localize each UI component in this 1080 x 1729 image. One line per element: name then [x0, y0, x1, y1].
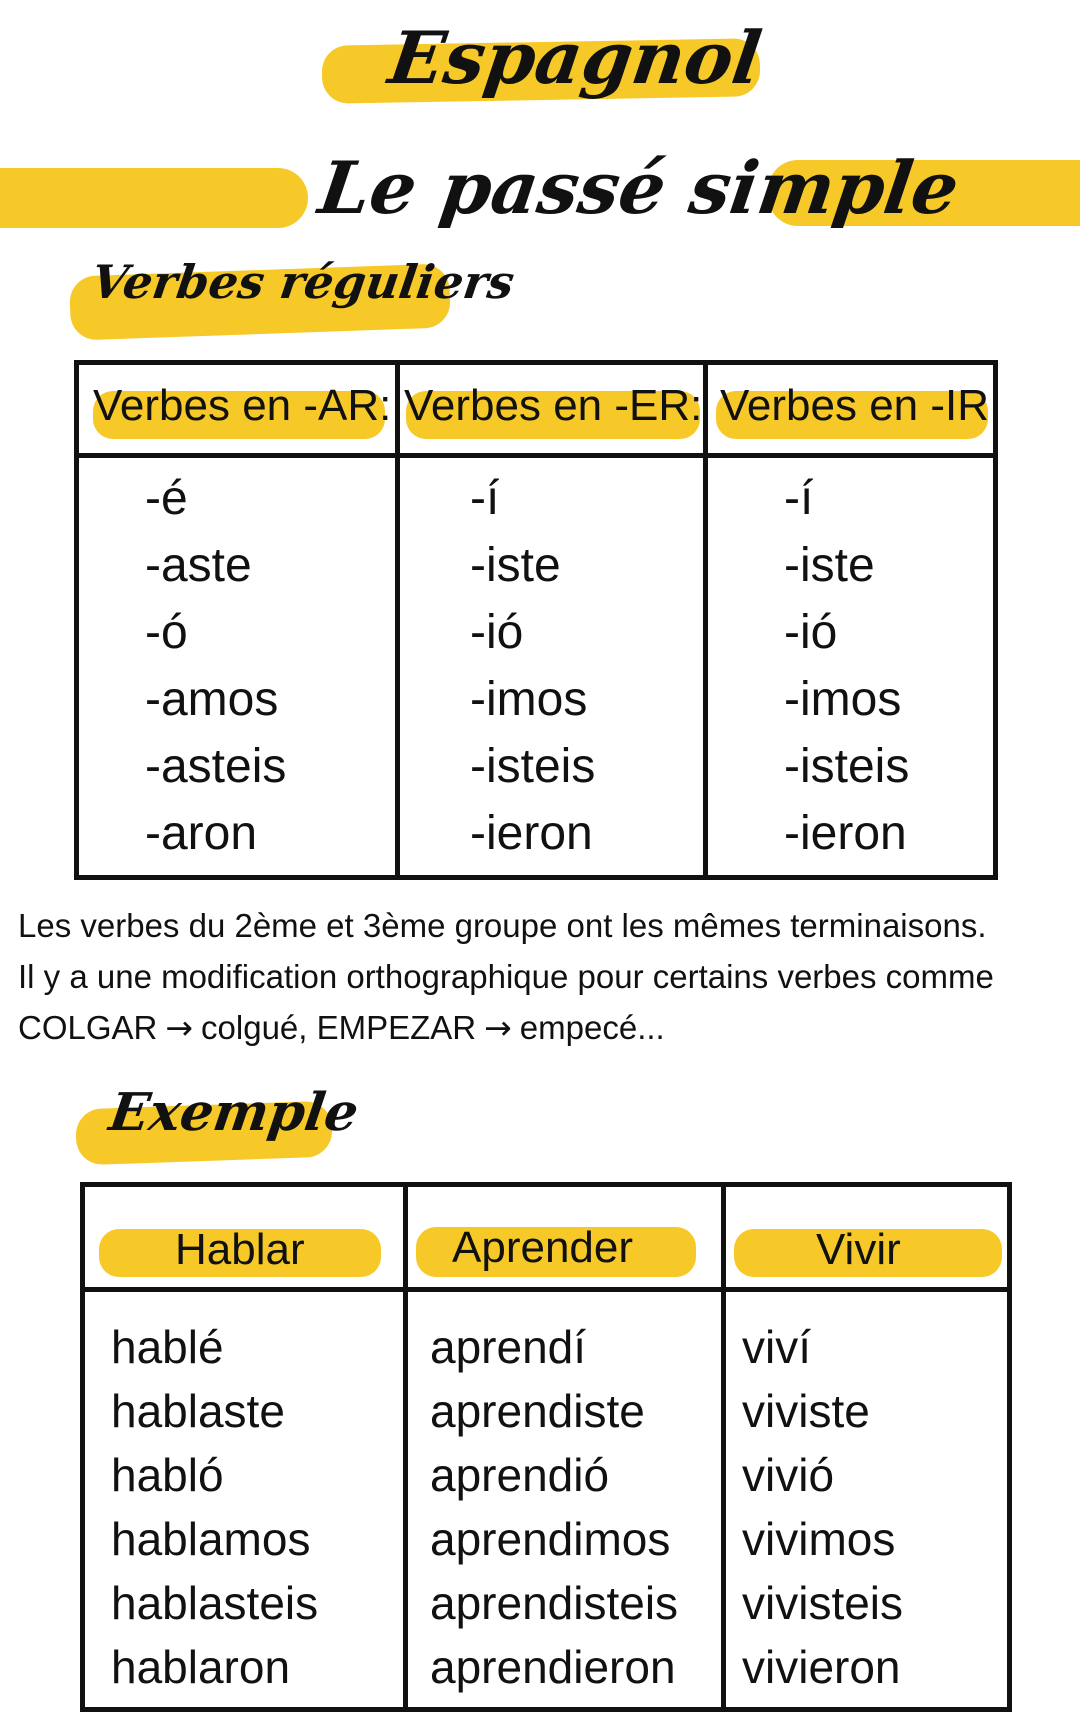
- ending-ar-6: -aron: [145, 807, 258, 860]
- form-vivir-3: vivió: [742, 1449, 835, 1501]
- page-subtitle: Le passé simple: [314, 145, 964, 230]
- ending-ar-4: -amos: [145, 673, 279, 726]
- form-vivir-5: vivisteis: [742, 1577, 904, 1629]
- ending-er-2: -iste: [470, 539, 561, 592]
- form-vivir-4: vivimos: [742, 1513, 896, 1565]
- form-aprender-3: aprendió: [430, 1449, 610, 1501]
- form-aprender-6: aprendieron: [430, 1641, 676, 1693]
- example-table: [80, 1182, 1012, 1712]
- section-heading-regular: Verbes réguliers: [88, 255, 518, 309]
- ending-er-1: -í: [470, 472, 500, 525]
- form-vivir-2: viviste: [742, 1385, 870, 1437]
- ending-ir-1: -í: [784, 472, 814, 525]
- form-hablar-4: hablamos: [111, 1513, 311, 1565]
- note-example-1: colgué, EMPEZAR: [201, 1009, 477, 1046]
- ending-er-6: -ieron: [470, 807, 593, 860]
- endings-column-ar: [79, 365, 395, 875]
- section-heading-example: Exemple: [105, 1082, 363, 1143]
- note-line-3: [18, 1002, 1058, 1053]
- example-column-vivir: [721, 1187, 1007, 1707]
- ending-ar-1: -é: [145, 472, 188, 525]
- right-arrow-icon: →: [165, 1008, 194, 1047]
- note-verb-colgar: COLGAR: [18, 1009, 158, 1046]
- example-list-aprender: [430, 1315, 678, 1699]
- example-header-vivir: Vivir: [816, 1225, 901, 1274]
- subtitle-highlight-left: [0, 168, 308, 228]
- example-list-hablar: [111, 1315, 318, 1699]
- form-hablar-6: hablaron: [111, 1641, 291, 1693]
- example-list-vivir: [742, 1315, 903, 1699]
- endings-column-ir: [703, 365, 1002, 875]
- example-header-aprender: Aprender: [452, 1223, 634, 1272]
- note-paragraph: [18, 900, 1058, 1053]
- example-column-hablar: [85, 1187, 403, 1707]
- ending-er-4: -imos: [470, 673, 588, 726]
- ending-ir-5: -isteis: [784, 740, 910, 793]
- form-aprender-4: aprendimos: [430, 1513, 671, 1565]
- example-column-aprender: [403, 1187, 721, 1707]
- note-line-2: Il y a une modification orthographique pour certains verbes comme: [18, 958, 994, 995]
- form-hablar-1: hablé: [111, 1321, 224, 1373]
- right-arrow-icon: →: [484, 1008, 512, 1047]
- note-example-2: empecé...: [519, 1009, 665, 1046]
- endings-list-ar: [145, 465, 286, 867]
- ending-ir-4: -imos: [784, 673, 902, 726]
- note-line-1: Les verbes du 2ème et 3ème groupe ont les mêmes terminaisons.: [18, 907, 987, 944]
- endings-header-ir: Verbes en -IR:: [720, 381, 1002, 430]
- ending-er-5: -isteis: [470, 740, 596, 793]
- ending-ir-2: -iste: [784, 539, 875, 592]
- endings-header-er: Verbes en -ER:: [404, 381, 703, 430]
- form-aprender-1: aprendí: [430, 1321, 587, 1373]
- ending-ar-5: -asteis: [145, 740, 287, 793]
- ending-ir-3: -ió: [784, 606, 838, 659]
- ending-ar-2: -aste: [145, 539, 252, 592]
- ending-ar-3: -ó: [145, 606, 188, 659]
- form-aprender-5: aprendisteis: [430, 1577, 679, 1629]
- endings-list-ir: [784, 465, 909, 867]
- form-hablar-5: hablasteis: [111, 1577, 319, 1629]
- endings-table: [74, 360, 1002, 880]
- form-vivir-6: vivieron: [742, 1641, 901, 1693]
- ending-er-3: -ió: [470, 606, 524, 659]
- form-aprender-2: aprendiste: [430, 1385, 645, 1437]
- endings-header-ar: Verbes en -AR:: [93, 381, 392, 430]
- form-hablar-2: hablaste: [111, 1385, 285, 1437]
- form-hablar-3: habló: [111, 1449, 224, 1501]
- form-vivir-1: viví: [742, 1321, 811, 1373]
- endings-column-er: [395, 365, 703, 875]
- ending-ir-6: -ieron: [784, 807, 907, 860]
- endings-list-er: [470, 465, 595, 867]
- example-header-hablar: Hablar: [175, 1225, 305, 1274]
- page-title: Espagnol: [384, 15, 767, 100]
